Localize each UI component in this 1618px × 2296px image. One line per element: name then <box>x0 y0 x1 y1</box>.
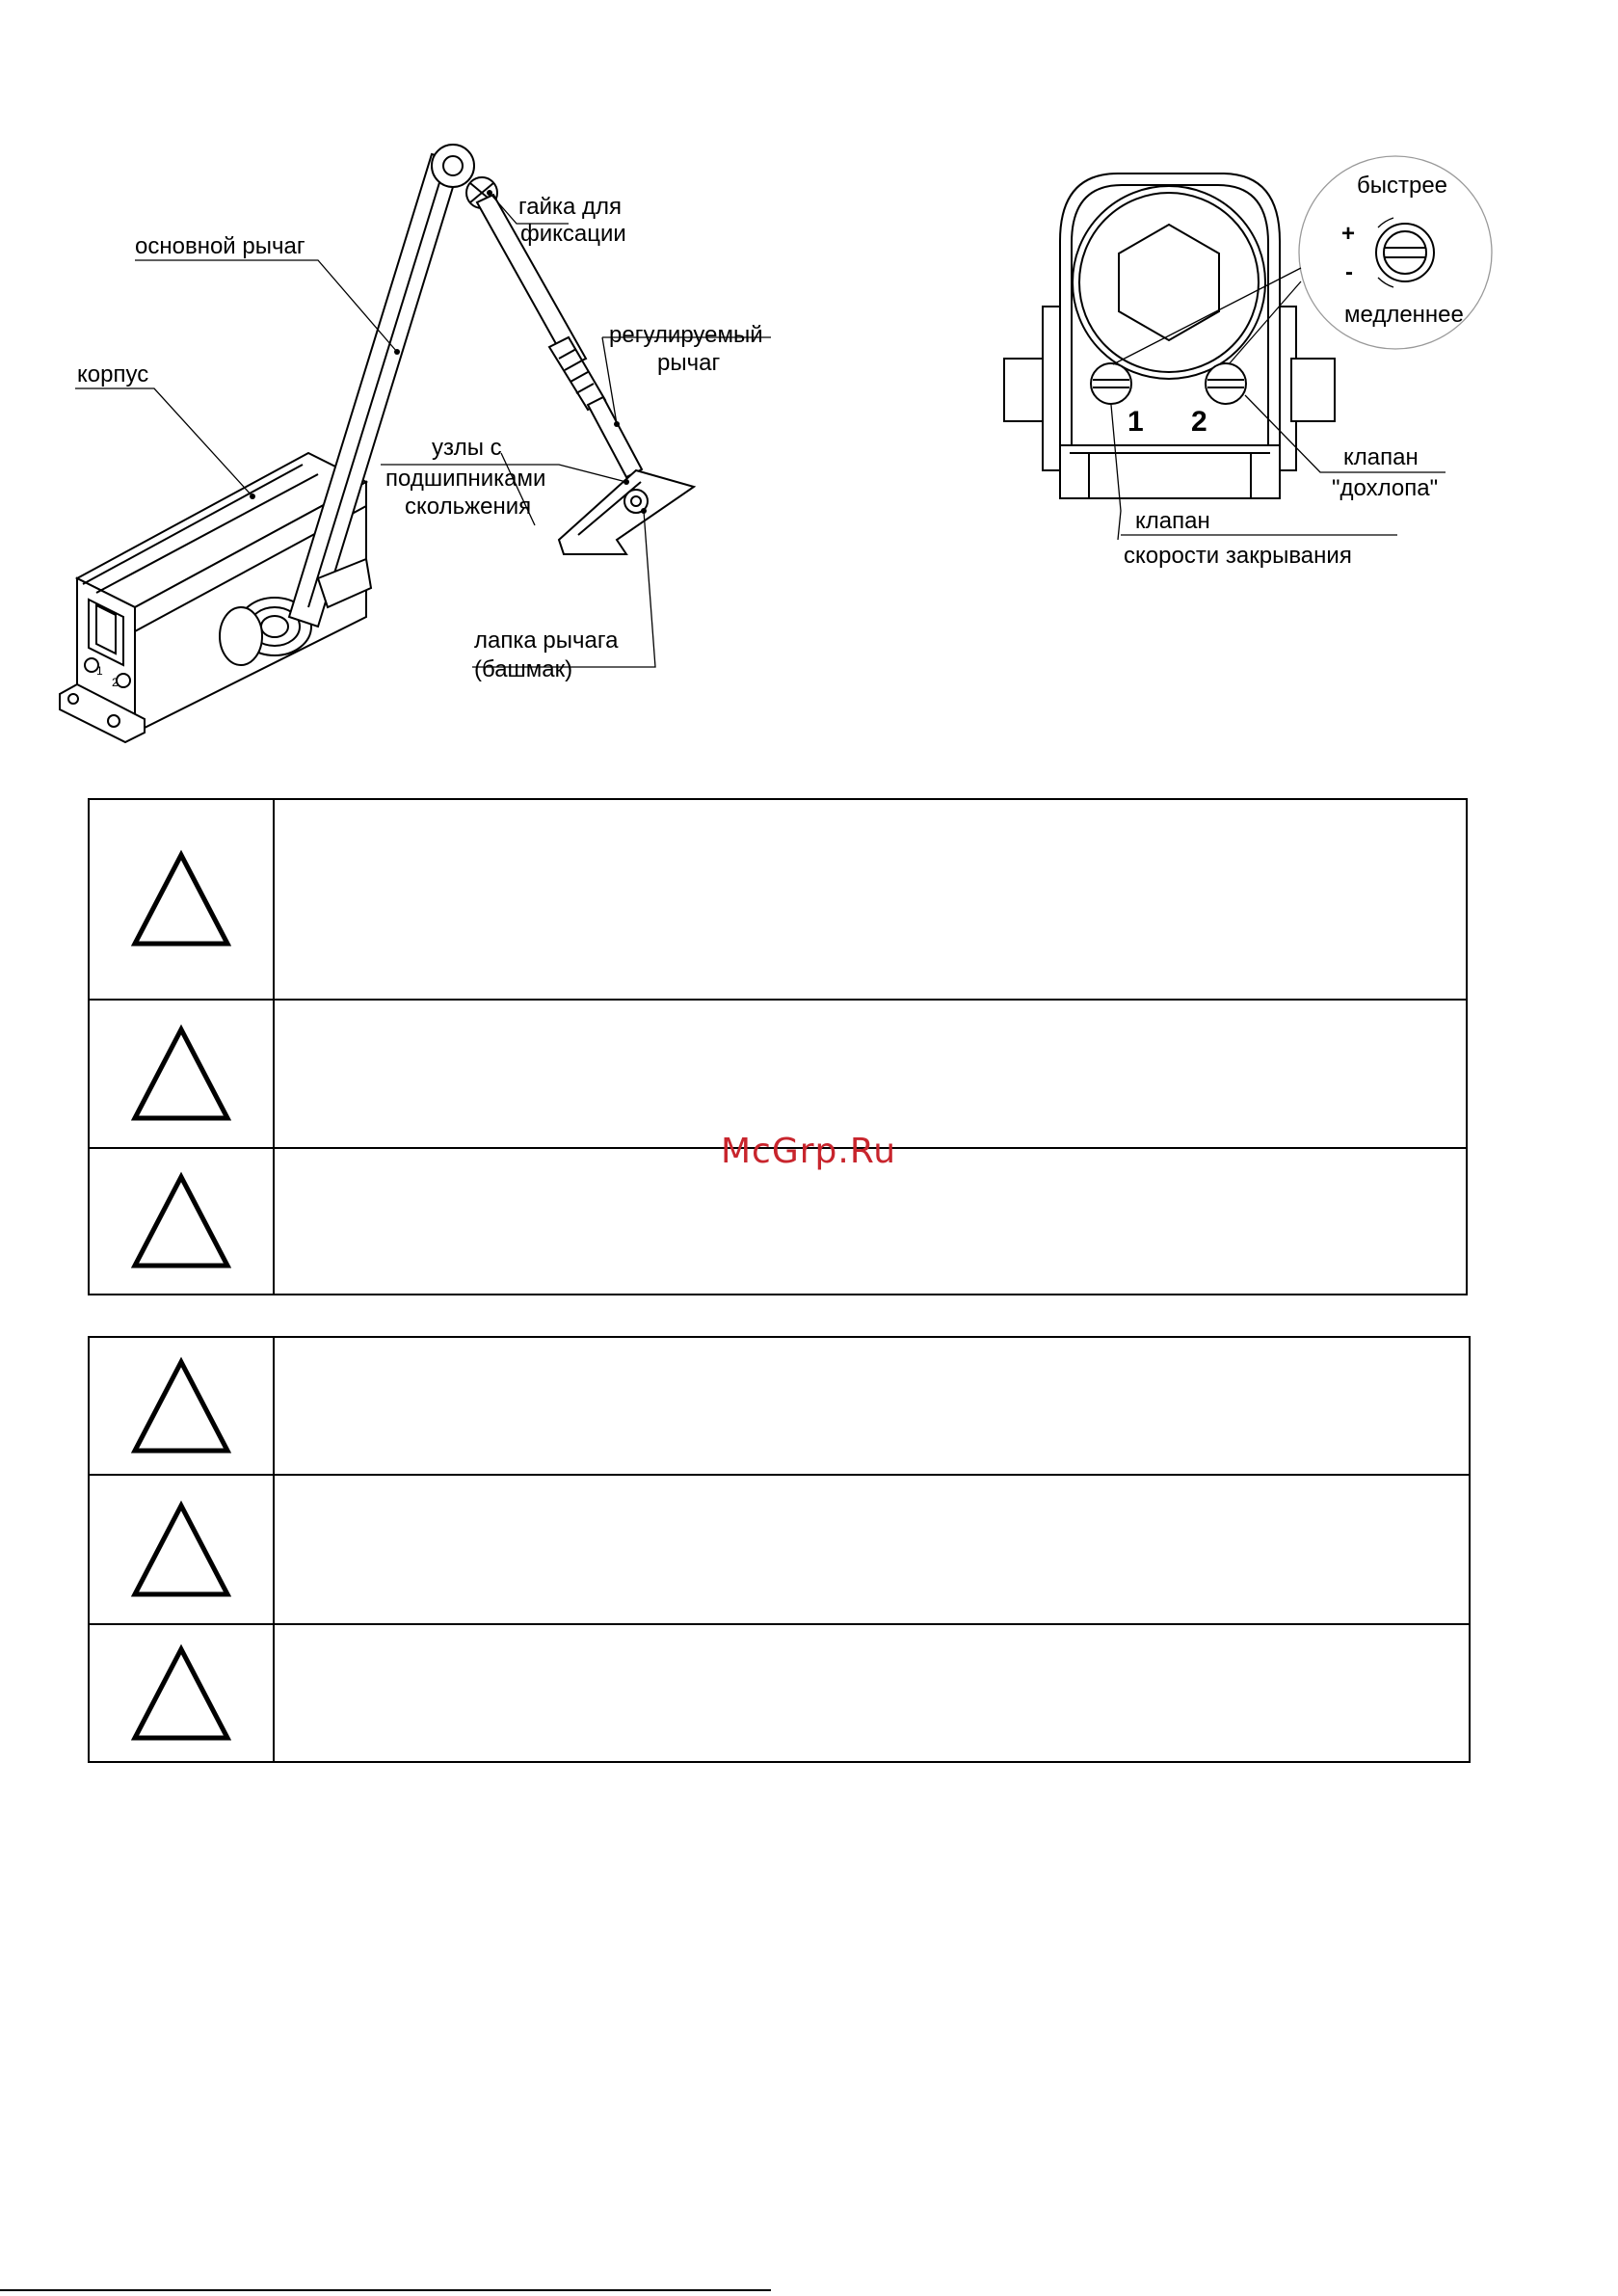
warning-triangle-icon <box>131 849 231 949</box>
warning-row <box>89 1000 1467 1148</box>
lock-nut-label-1: гайка для <box>518 194 623 220</box>
valve-2-number: 2 <box>1191 406 1207 438</box>
housing-number-1: 1 <box>96 664 103 678</box>
warning-row <box>89 1337 1470 1475</box>
footer-rule <box>0 2289 771 2291</box>
slower-label: медленнее <box>1344 302 1464 328</box>
plus-sign: + <box>1341 221 1356 247</box>
bearings-label-3: скольжения <box>405 494 532 520</box>
bearings-label-2: подшипниками <box>385 466 546 492</box>
minus-sign: - <box>1345 259 1353 285</box>
warning-icon-cell <box>89 1000 274 1148</box>
warning-icon-cell <box>89 1475 274 1624</box>
adjustable-lever-label-1: регулируемый <box>609 322 763 348</box>
warning-row <box>89 799 1467 1000</box>
speed-valve-label-1: клапан <box>1135 508 1210 534</box>
watermark: McGrp.Ru <box>721 1132 897 1171</box>
warning-triangle-icon <box>131 1356 231 1456</box>
warning-table-2 <box>88 1336 1471 1763</box>
zoom-screw <box>1376 218 1434 287</box>
valve-1-number: 1 <box>1127 406 1144 438</box>
diagrams-canvas <box>0 0 1618 752</box>
warning-row <box>89 1624 1470 1762</box>
housing-label: корпус <box>77 361 149 387</box>
lock-nut-label-2: фиксации <box>520 221 626 247</box>
latch-valve-label-2: "дохлопа" <box>1332 475 1439 501</box>
warning-text-cell <box>274 1337 1470 1475</box>
warning-text-cell <box>274 1000 1467 1148</box>
warning-icon-cell <box>89 799 274 1000</box>
faster-label: быстрее <box>1357 173 1448 199</box>
housing-number-2: 2 <box>112 676 119 689</box>
shoe-label-2: (башмак) <box>474 656 573 682</box>
warning-text-cell <box>274 799 1467 1000</box>
warning-row <box>89 1475 1470 1624</box>
bearings-label-1: узлы с <box>432 435 502 461</box>
warning-row <box>89 1148 1467 1295</box>
shoe-label-1: лапка рычага <box>474 627 619 654</box>
warning-triangle-icon <box>131 1500 231 1600</box>
latch-valve-label-1: клапан <box>1343 444 1419 470</box>
warning-triangle-icon <box>131 1171 231 1271</box>
warning-table-1 <box>88 798 1468 1295</box>
warning-icon-cell <box>89 1624 274 1762</box>
warning-icon-cell <box>89 1337 274 1475</box>
warning-text-cell <box>274 1475 1470 1624</box>
warning-text-cell <box>274 1624 1470 1762</box>
adjustable-lever-label-2: рычаг <box>657 350 721 376</box>
main-lever-label: основной рычаг <box>135 233 305 259</box>
speed-valve-label-2: скорости закрывания <box>1124 543 1352 569</box>
warning-text-cell <box>274 1148 1467 1295</box>
warning-triangle-icon <box>131 1024 231 1124</box>
warning-triangle-icon <box>131 1643 231 1744</box>
warning-icon-cell <box>89 1148 274 1295</box>
